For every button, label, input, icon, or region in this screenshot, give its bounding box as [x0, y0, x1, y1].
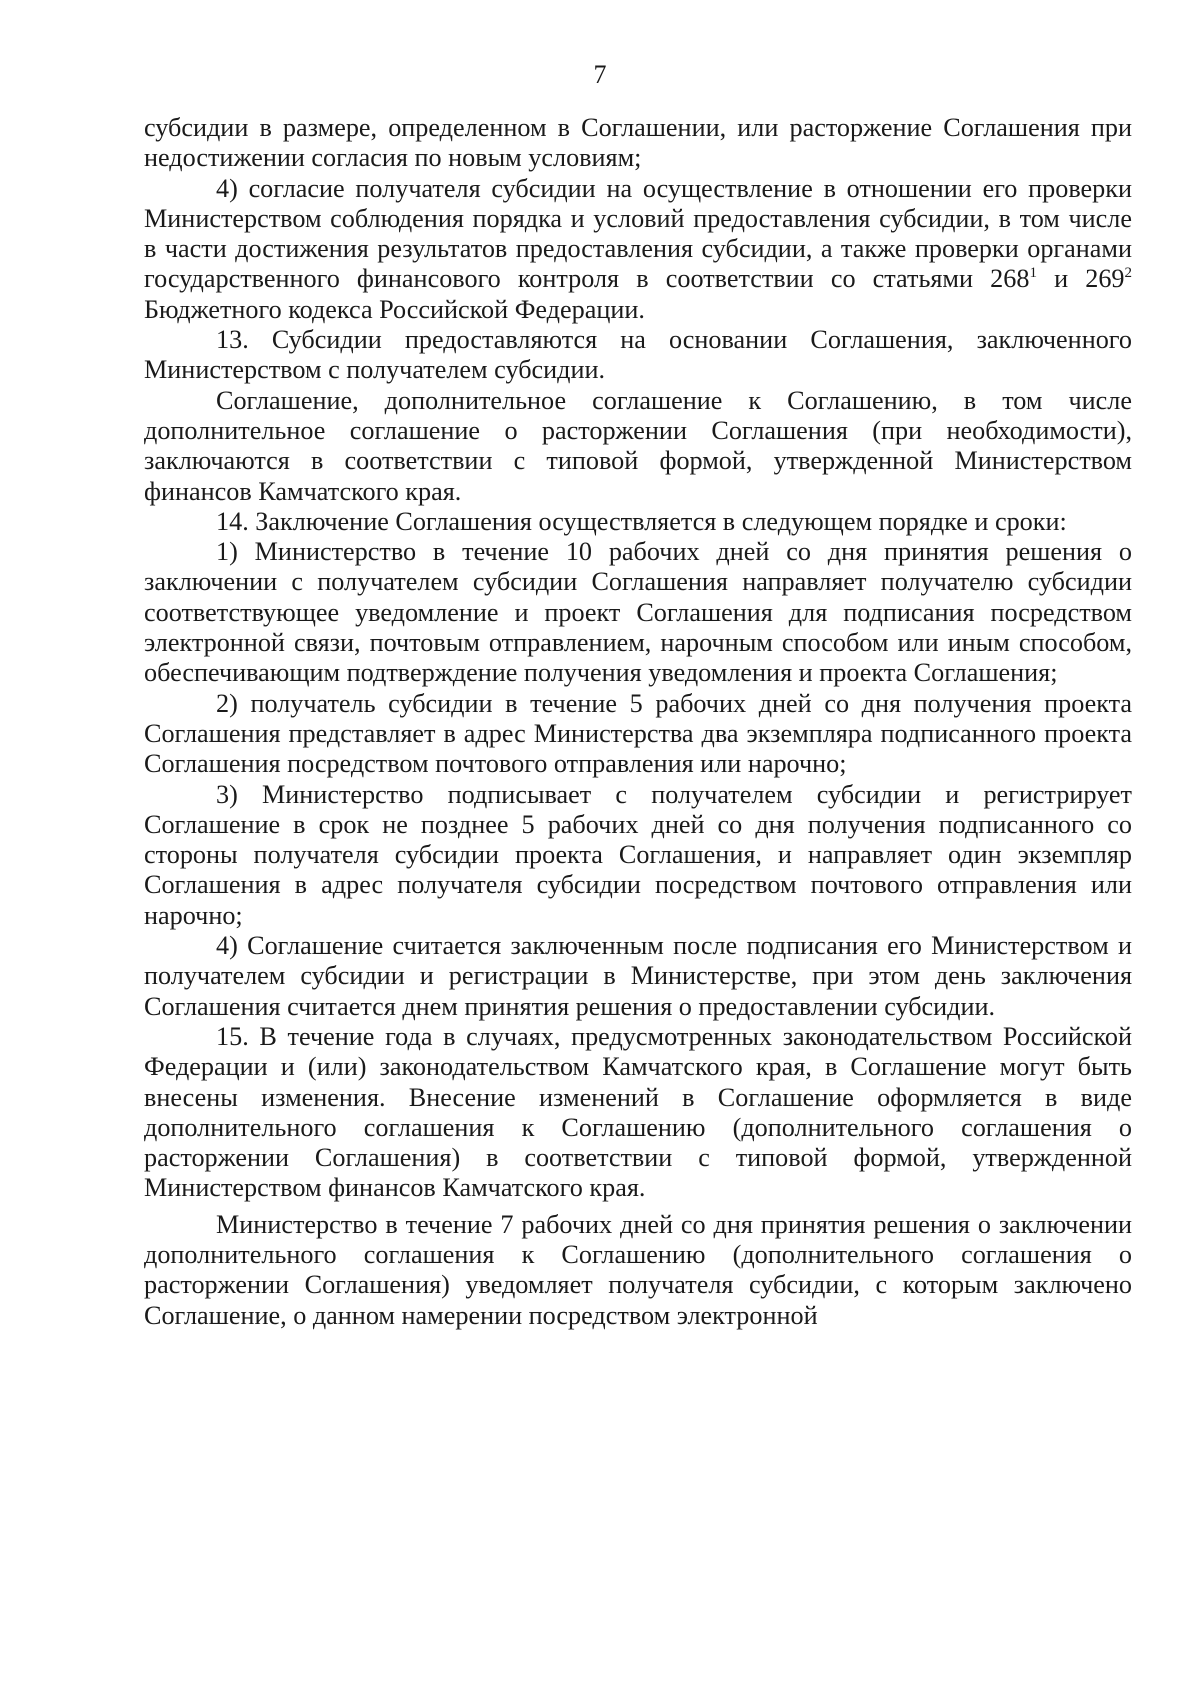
- paragraph-13: 13. Субсидии предоставляются на основании Соглашения, заключенного Министерством с получателем субсидии.: [144, 325, 1132, 385]
- page-number: 7: [593, 60, 607, 89]
- document-body: [144, 113, 1132, 1331]
- paragraph-14: 14. Заключение Соглашения осуществляется в следующем порядке и сроки:: [216, 506, 1067, 536]
- article-number: 269: [1085, 264, 1125, 294]
- paragraph-item-4: 4) Соглашение считается заключенным после подписания его Министерством и получателем субсидии и регистрации в Министерстве, при этом день заключения Соглашения считается днем принятия решения о предоставлении субсидии.: [144, 931, 1132, 1021]
- paragraph-ministry-notice: Министерство в течение 7 рабочих дней со дня принятия решения о заключении дополнительного соглашения к Соглашению (дополнительного соглашения о расторжении Соглашения) уведомляет получателя субсидии, с которым заключено Соглашение, о данном намерении посредством электронной: [144, 1209, 1132, 1330]
- article-superscript: 2: [1124, 265, 1133, 282]
- paragraph-continuation: субсидии в размере, определенном в Соглашении, или расторжение Соглашения при недостижении согласия по новым условиям;: [144, 113, 1132, 173]
- paragraph-item-4-consent: [144, 174, 1132, 325]
- paragraph-item-1: 1) Министерство в течение 10 рабочих дней со дня принятия решения о заключении с получателем субсидии Соглашения направляет получателю субсидии соответствующее уведомление и проект Соглашения для подписания посредством электронной связи, почтовым отправлением, нарочным способом или иным способом, обеспечивающим подтверждение получения уведомления и проекта Соглашения;: [144, 537, 1132, 688]
- paragraph-item-2: 2) получатель субсидии в течение 5 рабочих дней со дня получения проекта Соглашения представляет в адрес Министерства два экземпляра подписанного проекта Соглашения посредством почтового отправления или нарочно;: [144, 688, 1132, 779]
- paragraph-text-end: Бюджетного кодекса Российской Федерации.: [144, 294, 645, 324]
- paragraph-15: 15. В течение года в случаях, предусмотренных законодательством Российской Федерации и (или) законодательством Камчатского края, в Соглашение могут быть внесены изменения. Внесение изменений в Соглашение оформляется в виде дополнительного соглашения к Соглашению (дополнительного соглашения о расторжении Соглашения) в соответствии с типовой формой, утвержденной Министерством финансов Камчатского края.: [144, 1021, 1132, 1203]
- article-number: 268: [990, 264, 1030, 294]
- paragraph-item-3: 3) Министерство подписывает с получателем субсидии и регистрирует Соглашение в срок не позднее 5 рабочих дней со дня получения подписанного со стороны получателя субсидии проекта Соглашения, и направляет один экземпляр Соглашения в адрес получателя субсидии посредством почтового отправления или нарочно;: [144, 779, 1132, 930]
- conjunction: и: [1036, 264, 1086, 294]
- article-superscript: 1: [1029, 265, 1037, 282]
- paragraph-text: 4) согласие получателя субсидии на осуществление в отношении его проверки Министерством соблюдения порядка и условий предоставления субсидии, в том числе в части достижения результатов предоставления субсидии, а также проверки органами государственного финансового контроля в соответствии со статьями: [144, 173, 1132, 294]
- paragraph-agreement-form: Соглашение, дополнительное соглашение к Соглашению, в том числе дополнительное соглашение о расторжении Соглашения (при необходимости), заключаются в соответствии с типовой формой, утвержденной Министерством финансов Камчатского края.: [144, 385, 1132, 506]
